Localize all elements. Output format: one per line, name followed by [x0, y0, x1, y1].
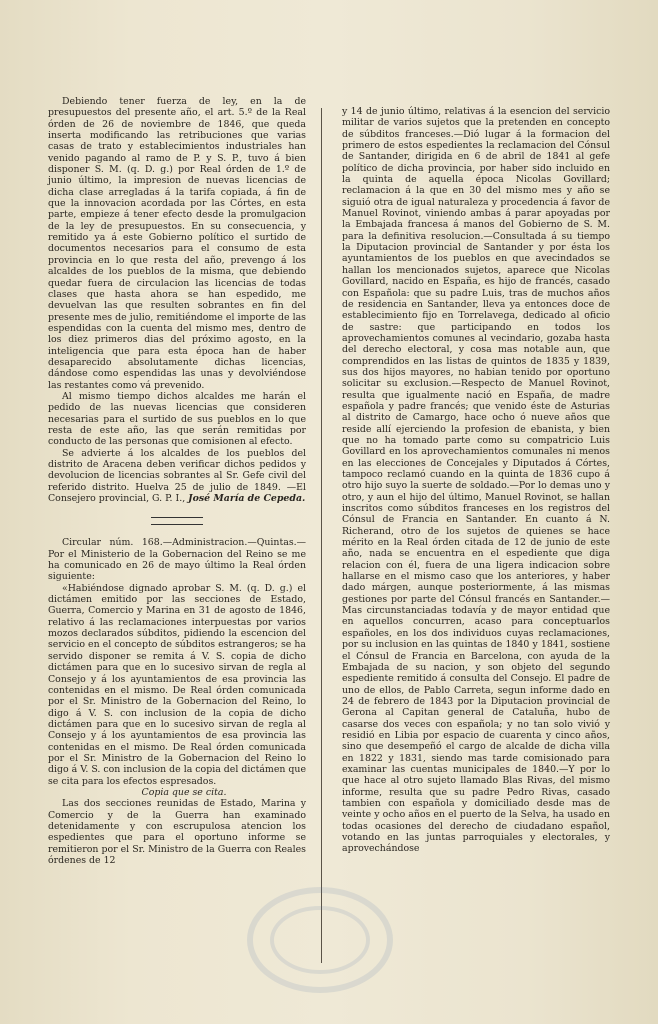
right-column [342, 106, 610, 855]
paragraph-continuation: y 14 de junio último, relativas á la esencion del servicio militar de varios sujetos que la pretenden en concepto de súbditos franceses.—Dió lugar á la formacion del primero de estos espedientes la reclamacion del Cónsul de Santander, dirigida en 6 de abril de 1841 al gefe político de dicha provincia, por haber sido incluido en la quinta de aquella época Nicolas Govillard; reclamacion á la que en 30 del mismo mes y año se siguió otra de igual naturaleza y procedencia á favor de Manuel Rovinot, viniendo ambas á parar apoyadas por la Embajada francesa á manos del Gobierno de S. M. para la definitiva resolucion.—Consultada á su tiempo la Diputacion provincial de Santander y por ésta los ayuntamientos de los pueblos en que avecindados se hallan los mencionados sujetos, aparece que Nicolas Govillard, nacido en España, es hijo de francés, casado con Española: que su padre Luis, tras de muchos años de residencia en Santander, lleva ya entonces doce de establecimiento fijo en Torrelavega, dedicado al oficio de sastre: que participando en todos los aprovechamientos comunes al vecindario, gozaba hasta del derecho electoral, y cosa mas notable aun, que comprendidos en las listas de quintos de 1835 y 1839, sus dos hijos mayores, no habian tenido por oportuno solicitar su exclusion.—Respecto de Manuel Rovinot, resulta que igualmente nació en España, de madre española y padre francés; que venido éste de Asturias al distrito de Camargo, hace ocho ó nueve años que reside allí ejerciendo la profesion de ebanista, y bien que no ha tomado parte como su compatricio Luis Govillard en los aprovechamientos comunales ni menos en las elecciones de Concejales y Diputados á Córtes, tampoco reclamó cuando en la quinta de 1836 cupo á otro hijo suyo la suerte de soldado.—Por lo demas uno y otro, y aun el hijo del último, Manuel Rovinot, se hallan inscritos como súbditos franceses en los registros del Cónsul de Francia en Santander. En cuanto á N. Richerand, otro de los sujetos de quienes se hace mérito en la Real órden citada de 12 de junio de este año, nada se encuentra en el espediente que diga relacion con él, fuera de una ligera indicacion sobre hallarse en el mismo caso que los anteriores, y haber dado márgen, aunque posteriormente, á las mismas gestiones por parte del Cónsul francés en Santander.—Mas circunstanciadas todavía y de mayor entidad que en aquellos concurren, acaso para conceptuarlos españoles, en los dos individuos cuyas reclamaciones, por su inclusion en las quintas de 1840 y 1841, sostiene el Cónsul de Francia en Barcelona, con ayuda de la Embajada de su nacion, y son objeto del segundo espediente remitido á consulta del Consejo. El padre de uno de ellos, de Pablo Carreta, segun informe dado en 24 de febrero de 1843 por la Diputacion provincial de Gerona al Capitan general de Cataluña, hubo de casarse dos veces con española; y no tan solo vivió y residió en Libia por espacio de cuarenta y cinco años, sino que desempeñó el cargo de alcalde de dicha villa en 1822 y 1831, siendo mas tarde comisionado para examinar las cuentas municipales de 1840.—Y por lo que hace al otro sujeto llamado Blas Rivas, del mismo informe, resulta que su padre Pedro Rivas, casado tambien con española y domiciliado desde mas de veinte y ocho años en el puerto de la Selva, ha usado en todas ocasiones del derecho de ciudadano español, votando en las juntas parroquiales y electorales, y aprovechándose [342, 106, 610, 855]
paragraph-aracena [48, 448, 306, 505]
aracena-text: Se advierte á los alcaldes de los pueblos del distrito de Aracena deben verificar dichos pedidos y devolucion de licencias sobrantes al Sr. Gefe civil del referido distrito. Huelva 25 de julio de 1849. [48, 447, 306, 493]
paragraph-real-orden: «Habiéndose dignado aprobar S. M. (q. D. g.) el dictámen emitido por las secciones de Estado, Guerra, Comercio y Marina en 31 de agosto de 1846, relativo á las reclamaciones interpuestas por varios mozos declarados súbditos, pidiendo la escencion del servicio en el concepto de súbditos estrangeros; se ha servido disponer se remita á V. S. copia de dicho dictámen para que en lo sucesivo sirvan de regla al Consejo y á los ayuntamientos de esa provincia las contenidas en el mismo. De Real órden comunicada por el Sr. Ministro de la Gobernacion del Reino, lo digo á V. S. con inclusion de la copia de dicho dictámen para que en lo sucesivo sirvan de regla al Consejo y á los ayuntamientos de esa provincia las contenidas en el mismo. De Real órden comunicada por el Sr. Ministro de la Gobernacion del Reino lo digo á V. S. con inclusion de la copia del dictámen que se cita para los efectos espresados. [48, 582, 306, 787]
column-divider [321, 108, 322, 963]
signature-name: José María de Cepeda. [188, 493, 306, 505]
left-column [48, 96, 306, 866]
paragraph-secciones: Las dos secciones reunidas de Estado, Marina y Comercio y de la Guerra han examinado detenidamente y con escrupulosa atencion los espedientes que para el oportuno informe se remitieron por el Sr. Ministro de la Guerra con Reales órdenes de 12 [48, 798, 306, 866]
paragraph-pedido: Al mismo tiempo dichos alcaldes me harán el pedido de las nuevas licencias que consideren necesarias para el surtido de sus pueblos en lo que resta de este año, las que serán remitidas por conducto de las personas que comisionen al efecto. [48, 390, 306, 448]
library-stamp-watermark [240, 880, 400, 1000]
section-divider-rule [151, 517, 203, 525]
signature-prefix: —El Consejero provincial, G. P. I., [48, 481, 306, 505]
paragraph-licencias: Debiendo tener fuerza de ley, en la de presupuestos del presente año, el art. 5.º de la Real órden de 26 de noviembre de 1846, que queda inserta modificando las retribuciones que varias casas de trato y establecimientos industriales han venido pagando al ramo de P. y S. P., tuvo á bien disponer S. M. (q. D. g.) por Real órden de 1.º de junio último, la impresion de nuevas licencias de dicha clase arregladas á la tarifa copiada, á fin de que la innovacion acordada por las Córtes, en esta parte, empieze á tener efecto desde la promulgacion de la ley de presupuestos. En su consecuencia, y remitido ya á este Gobierno político el surtido de documentos necesarios para el consumo de esta provincia en lo que resta del año, prevengo á los alcaldes de los pueblos de la misma, que debiendo quedar fuera de circulacion las licencias de todas clases que hasta ahora se han espedido, me devuelvan las que resulten sobrantes en fin del presente mes de julio, remitiéndome el importe de las espendidas con la cuenta del mismo mes, dentro de los diez primeros dias del próximo agosto, en la inteligencia que para esta época han de haber desaparecido absolutamente dichas licencias, dándose como espendidas las unas y devolviéndose las restantes como vá prevenido. [48, 96, 306, 391]
paragraph-circular-168: Circular núm. 168.—Administracion.—Quintas.—Por el Ministerio de la Gobernacion del Reino se me ha comunicado en 26 de mayo último la Real órden siguiente: [48, 537, 306, 583]
copy-title: Copia que se cita. [141, 786, 227, 798]
